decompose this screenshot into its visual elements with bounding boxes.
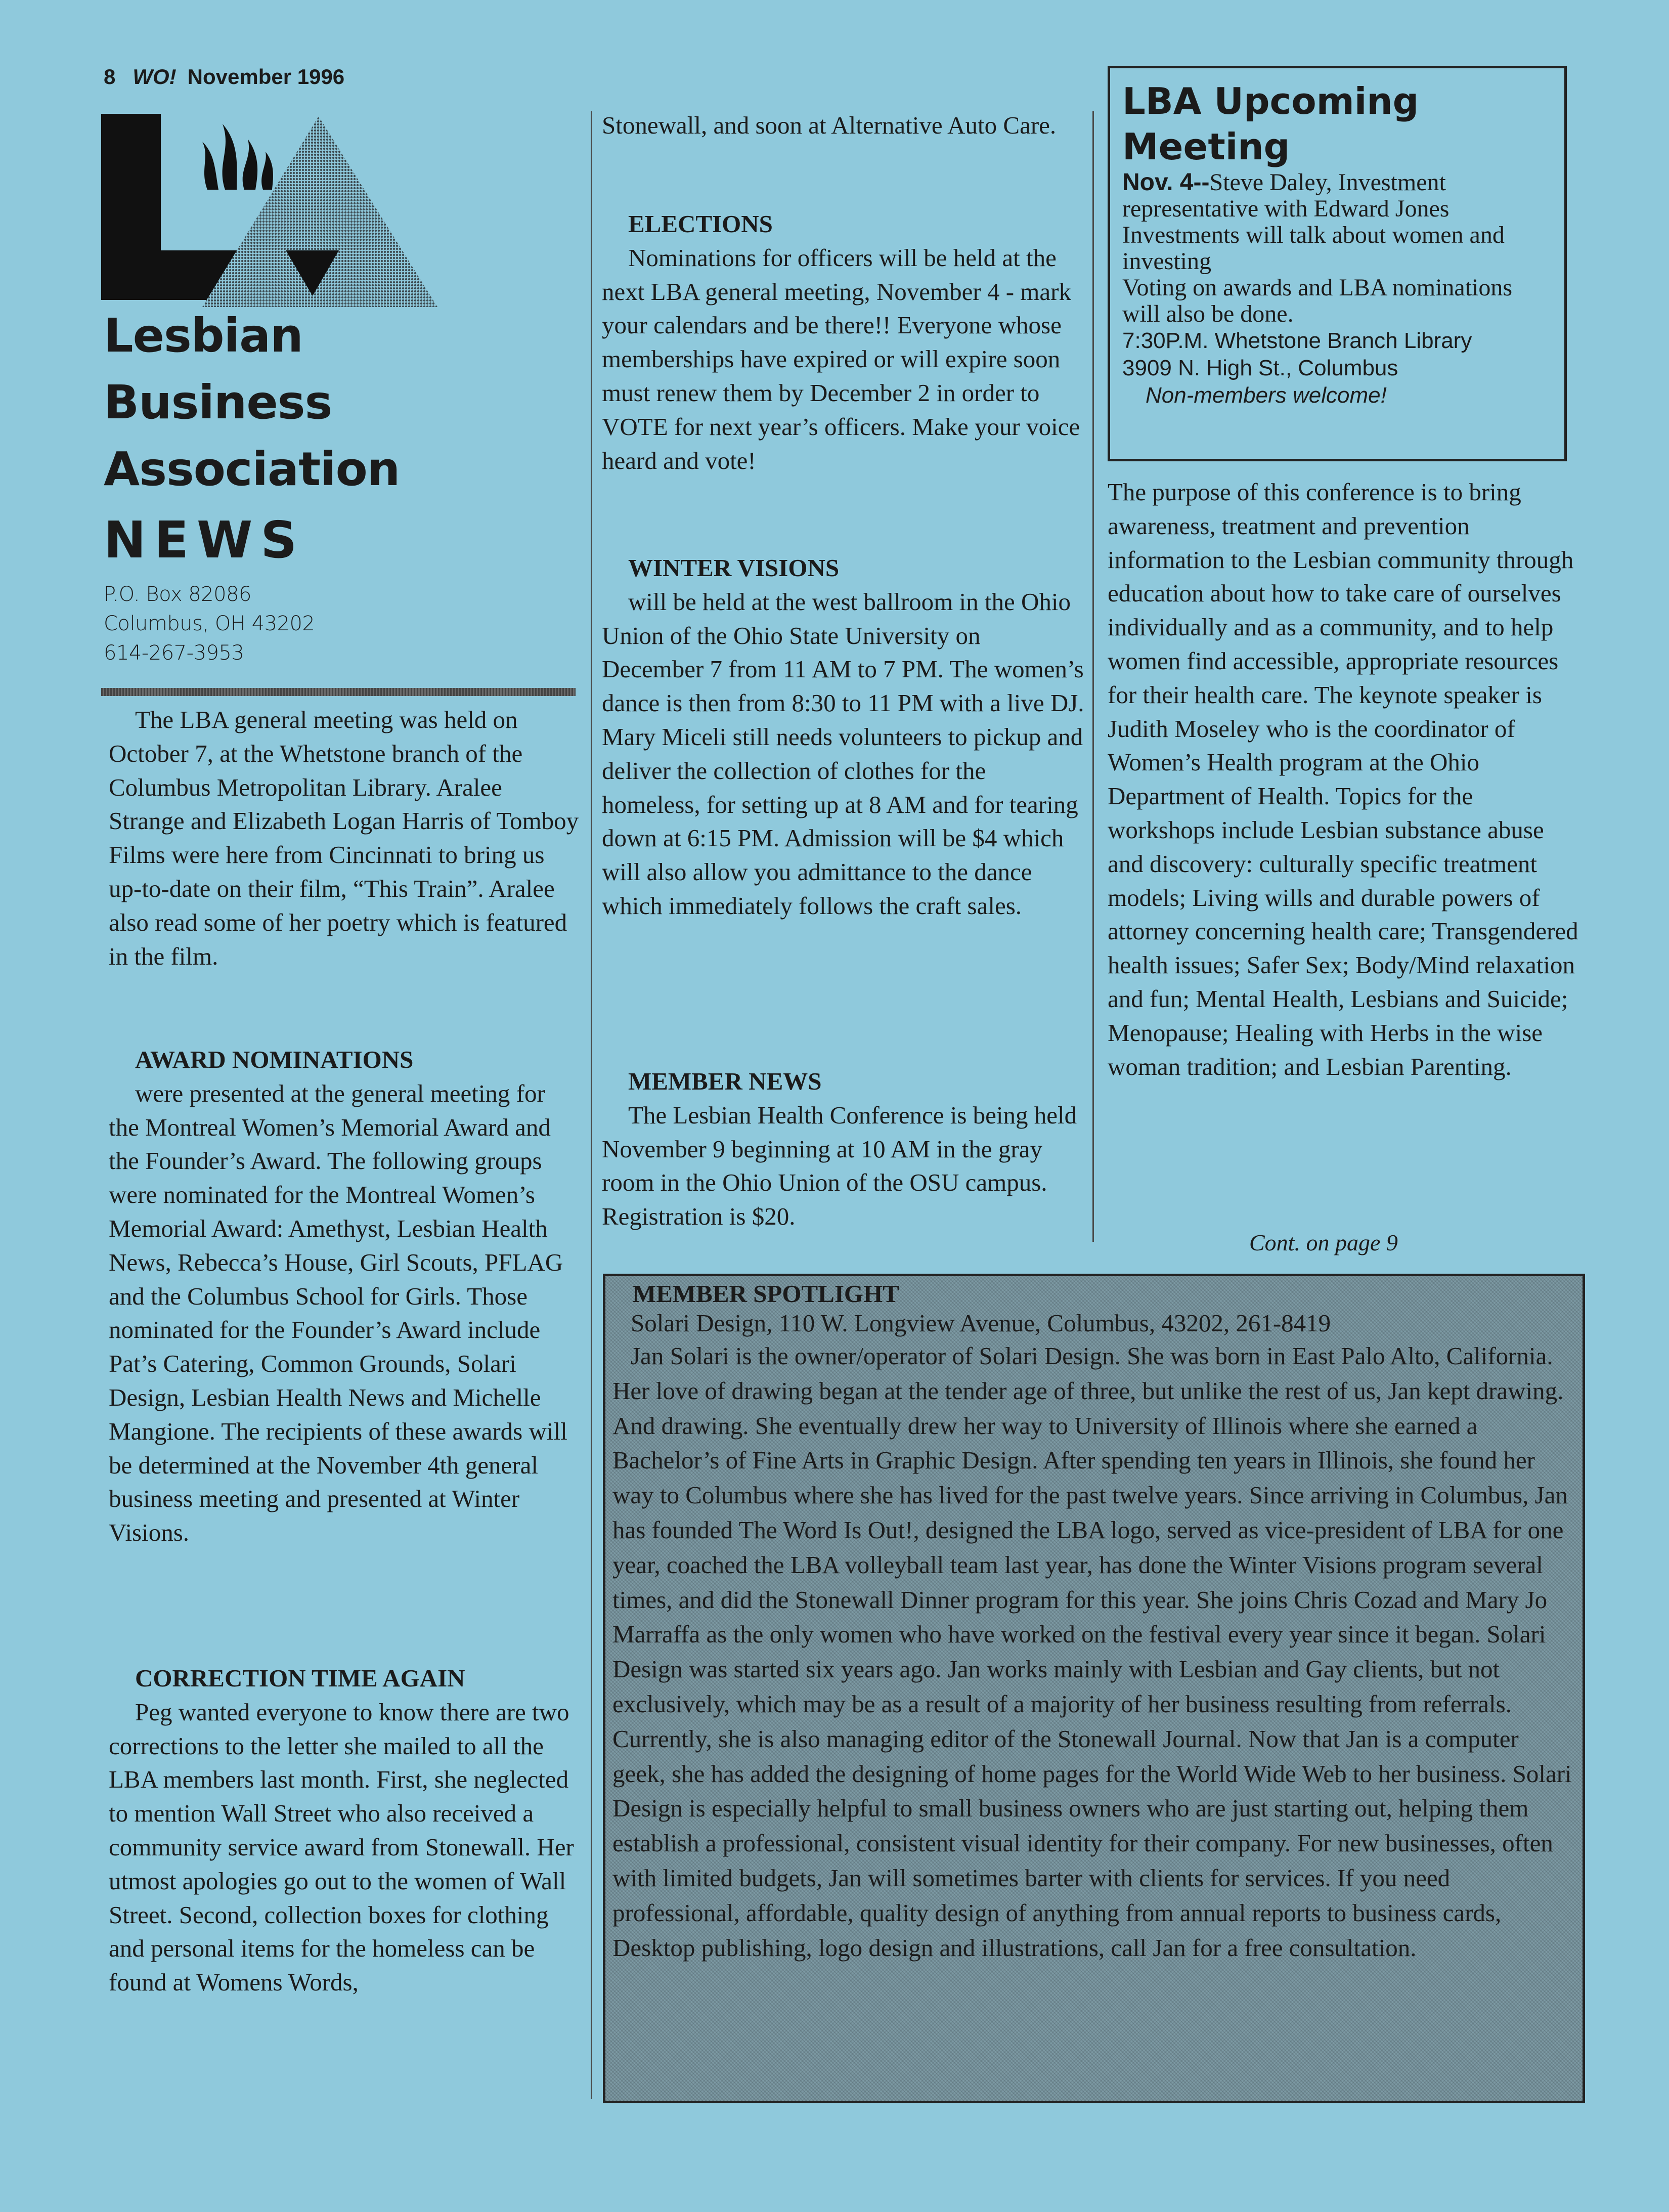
- publication-name: WO!: [133, 65, 177, 89]
- meeting-address: 3909 N. High St., Columbus: [1122, 356, 1398, 380]
- member-spotlight-box: [603, 1274, 1585, 2103]
- meeting-speaker: [1122, 169, 1552, 275]
- issue-date: November 1996: [187, 65, 345, 89]
- spotlight-contact: Solari Design, 110 W. Longview Avenue, Columbus, 43202, 261-8419: [631, 1309, 1331, 1337]
- member-spotlight-heading: MEMBER SPOTLIGHT: [633, 1280, 899, 1308]
- member-spotlight-body: [612, 1308, 1575, 1965]
- upcoming-meeting-title: LBA Upcoming Meeting: [1122, 80, 1419, 168]
- address-phone: 614-267-3953: [104, 641, 244, 665]
- address-city: Columbus, OH 43202: [104, 612, 315, 635]
- meeting-speaker-text: Steve Daley, Investment representative with Edward Jones Investments will talk about women and investing: [1122, 169, 1505, 275]
- winter-visions-heading: WINTER VISIONS: [628, 554, 840, 582]
- article-award-nominations: [109, 1043, 579, 1550]
- continued-text: Stonewall, and soon at Alternative Auto Care.: [602, 111, 1057, 139]
- article-correction: [109, 1662, 579, 2000]
- masthead-title-lesbian: Lesbian: [104, 309, 303, 363]
- address-po-box: P.O. Box 82086: [104, 583, 251, 606]
- correction-text: Peg wanted everyone to know there are two corrections to the letter she mailed to all the LBA members last month. First, she neglected to mention Wall Street who also received a community service award from Stonewall. Her utmost apologies go out to the women of Wall Street. Second, collection boxes for clothing and personal items for the homeless can be found at Womens Words,: [109, 1698, 574, 1997]
- elections-text: Nominations for officers will be held at the next LBA general meeting, November 4 - mark your calendars and be there!! Everyone whose memberships have expired or will expire soon must renew them by December 2 in order to VOTE for next year’s officers. Make your voice heard and vote!: [602, 243, 1080, 474]
- article-health-conference: [1108, 475, 1583, 1083]
- member-news-text: The Lesbian Health Conference is being held November 9 beginning at 10 AM in the gray room in the Ohio Union of the OSU campus. Registration is $20.: [602, 1101, 1077, 1231]
- award-nominations-text: were presented at the general meeting for the Montreal Women’s Memorial Award and the Founder’s Award. The following groups were nominated for the Montreal Women’s Memorial Award: Amethyst, Lesbian Health News, Rebecca’s House, Girl Scouts, PFLAG and the Columbus School for Girls. Those nominated for the Founder’s Award include Pat’s Catering, Common Grounds, Solari Design, Lesbian Health News and Michelle Mangione. The recipients of these awards will be determined at the November 4th general business meeting and presented at Winter Visions.: [109, 1079, 567, 1547]
- spotlight-text: Jan Solari is the owner/operator of Solari Design. She was born in East Palo Alto, California. Her love of drawing began at the tender age of three, but unlike the rest of us, Jan kept drawing. And drawing. She eventually drew her way to University of Illinois where she earned a Bachelor’s of Fine Arts in Graphic Design. After spending ten years in Illinois, she found her way to Columbus where she has lived for the past twelve years. Since arriving in Columbus, Jan has founded The Word Is Out!, designed the LBA logo, served as vice-president of LBA for one year, coached the LBA volleyball team last year, has done the Winter Visions program several times, and did the Stonewall Dinner program for this year. She joins Chris Cozad and Mary Jo Marraffa as the only women who have worked on the festival every year since it began. Solari Design was started six years ago. Jan works mainly with Lesbian and Gay clients, but not exclusively, which may be as a result of a majority of her business resulting from referrals. Currently, she is also managing editor of the Stonewall Journal. Now that Jan is a computer geek, she has added the designing of home pages for the World Wide Web to her business. Solari Design is especially helpful to small business owners who are just starting out, helping them establish a professional, consistent visual identity for their company. For new businesses, often with limited budgets, Jan will sometimes barter with clients for services. If you need professional, affordable, quality design of anything from annual reports to business cards, Desktop publishing, logo design and illustrations, call Jan for a free consultation.: [612, 1342, 1572, 1962]
- meeting-note: Non-members welcome!: [1146, 383, 1387, 408]
- upcoming-meeting-box: [1108, 66, 1567, 461]
- member-news-heading: MEMBER NEWS: [628, 1067, 822, 1095]
- winter-visions-text: will be held at the west ballroom in the Ohio Union of the Ohio State University on December 7 from 11 AM to 7 PM. The women’s dance is then from 8:30 to 11 PM with a live DJ. Mary Miceli still needs volunteers to pickup and deliver the collection of clothes for the homeless, for setting up at 8 AM and for tearing down at 6:15 PM. Admission will be $4 which will also allow you admittance to the dance which immediately follows the craft sales.: [602, 587, 1084, 920]
- award-nominations-heading: AWARD NOMINATIONS: [135, 1046, 414, 1073]
- masthead-title-business: Business: [104, 375, 332, 429]
- meeting-date: Nov. 4--: [1122, 169, 1210, 196]
- meeting-voting: Voting on awards and LBA nominations will also be done.: [1122, 274, 1513, 327]
- meeting-time-place: 7:30P.M. Whetstone Branch Library: [1122, 328, 1472, 353]
- health-conference-text: The purpose of this conference is to bring awareness, treatment and prevention information to the Lesbian community through education about how to take care of ourselves individually and as a community, and to help women find accessible, appropriate resources for their health care. The keynote speaker is Judith Moseley who is the coordinator of Women’s Health program at the Ohio Department of Health. Topics for the workshops include Lesbian substance abuse and discovery: culturally specific treatment models; Living wills and durable powers of attorney concerning health care; Transgendered health issues; Safer Sex; Body/Mind relaxation and fun; Mental Health, Lesbians and Suicide; Menopause; Healing with Herbs in the wise woman tradition; and Lesbian Parenting.: [1108, 478, 1578, 1080]
- article-winter-visions: [602, 551, 1087, 923]
- masthead-divider: [101, 688, 576, 696]
- article-continued: [602, 109, 1087, 143]
- article-member-news: [602, 1065, 1087, 1234]
- correction-heading: CORRECTION TIME AGAIN: [135, 1664, 465, 1692]
- lba-logo: [101, 114, 437, 309]
- column-divider: [591, 111, 592, 2099]
- masthead-title-association: Association: [104, 442, 400, 496]
- continued-note: Cont. on page 9: [1249, 1230, 1398, 1255]
- article-intro: [109, 703, 579, 973]
- article-elections: [602, 207, 1087, 478]
- masthead-address: [104, 580, 315, 668]
- intro-paragraph: The LBA general meeting was held on October 7, at the Whetstone branch of the Columbus Metropolitan Library. Aralee Strange and Elizabeth Logan Harris of Tomboy Films were here from Cincinnati to bring us up-to-date on their film, “This Train”. Aralee also read some of her poetry which is featured in the film.: [109, 706, 579, 970]
- page-folio: [104, 65, 344, 89]
- elections-heading: ELECTIONS: [628, 210, 773, 238]
- page-number: 8: [104, 65, 116, 89]
- masthead-title-news: NEWS: [104, 510, 305, 570]
- column-divider: [1092, 111, 1094, 1242]
